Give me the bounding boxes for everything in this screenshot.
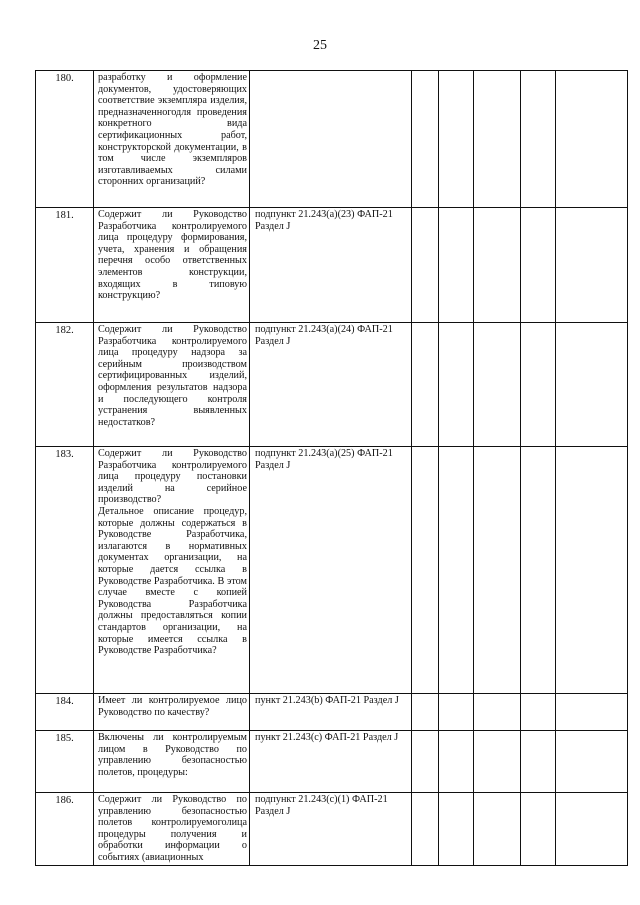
answer-na-cell [474, 447, 521, 694]
answer-extra-cell [521, 208, 556, 323]
row-number: 183. [36, 447, 94, 694]
reference-cell: подпункт 21.243(c)(1) ФАП-21 Раздел J [250, 793, 412, 866]
row-number: 184. [36, 694, 94, 731]
answer-no-cell [439, 731, 474, 793]
row-number: 186. [36, 793, 94, 866]
table-row [36, 731, 628, 793]
page-number: 25 [313, 38, 327, 53]
answer-yes-cell [412, 694, 439, 731]
answer-no-cell [439, 71, 474, 208]
reference-cell: пункт 21.243(b) ФАП-21 Раздел J [250, 694, 412, 731]
notes-cell [556, 323, 628, 447]
answer-na-cell [474, 694, 521, 731]
answer-yes-cell [412, 447, 439, 694]
question-text: Содержит ли Руководство Разработчика контролируемого лица процедуру постановки изделий на серийное производство? [98, 448, 247, 506]
question-cell: Содержит ли Руководство Разработчика контролируемого лица процедуру надзора за серийным производством сертифицированных изделий, оформления результатов надзора и последующего контроля устранения выявленных недостатков? [94, 323, 250, 447]
answer-extra-cell [521, 793, 556, 866]
question-cell: Включены ли контролируемым лицом в Руководство по управлению безопасностью полетов, процедуры: [94, 731, 250, 793]
answer-extra-cell [521, 694, 556, 731]
reference-cell: подпункт 21.243(a)(25) ФАП-21 Раздел J [250, 447, 412, 694]
row-number: 181. [36, 208, 94, 323]
notes-cell [556, 731, 628, 793]
answer-extra-cell [521, 447, 556, 694]
table-row [36, 447, 628, 694]
answer-na-cell [474, 71, 521, 208]
reference-cell [250, 71, 412, 208]
table-row [36, 694, 628, 731]
answer-no-cell [439, 208, 474, 323]
answer-na-cell [474, 731, 521, 793]
answer-no-cell [439, 793, 474, 866]
checklist-table [35, 70, 628, 866]
answer-no-cell [439, 447, 474, 694]
answer-yes-cell [412, 71, 439, 208]
answer-yes-cell [412, 731, 439, 793]
answer-extra-cell [521, 323, 556, 447]
table-row [36, 323, 628, 447]
notes-cell [556, 208, 628, 323]
question-note: Детальное описание процедур, которые должны содержаться в Руководстве Разработчика, излагаются в нормативных документах организации, на которые дается ссылка в Руководстве Разработчика. В этом случае вместе с копией Руководства Разработчика должны предоставляться копии стандартов организации, на которые имеется ссылка в Руководстве Разработчика? [98, 505, 247, 657]
row-number: 180. [36, 71, 94, 208]
answer-na-cell [474, 323, 521, 447]
answer-yes-cell [412, 793, 439, 866]
question-cell: Содержит ли Руководство по управлению безопасностью полетов контролируемоголица процедуры получения и обработки информации о событиях (авиационных [94, 793, 250, 866]
row-number: 182. [36, 323, 94, 447]
answer-na-cell [474, 208, 521, 323]
question-cell: Содержит ли Руководство Разработчика контролируемого лица процедуру формирования, учета, хранения и обращения перечня особо ответственных элементов конструкции, входящих в типовую конструкцию? [94, 208, 250, 323]
reference-cell: пункт 21.243(c) ФАП-21 Раздел J [250, 731, 412, 793]
table-row [36, 208, 628, 323]
answer-extra-cell [521, 71, 556, 208]
answer-no-cell [439, 323, 474, 447]
notes-cell [556, 793, 628, 866]
row-number: 185. [36, 731, 94, 793]
answer-yes-cell [412, 323, 439, 447]
notes-cell [556, 694, 628, 731]
answer-yes-cell [412, 208, 439, 323]
question-cell [94, 447, 250, 694]
question-cell: Имеет ли контролируемое лицо Руководство по качеству? [94, 694, 250, 731]
answer-na-cell [474, 793, 521, 866]
table-row [36, 793, 628, 866]
question-cell: разработку и оформление документов, удостоверяющих соответствие экземпляра изделия, предназначенногодля проведения конкретного вида сертификационных работ, конструкторской документации, в том числе экземпляров изготавливаемых силами сторонних организаций? [94, 71, 250, 208]
notes-cell [556, 447, 628, 694]
table-row [36, 71, 628, 208]
answer-extra-cell [521, 731, 556, 793]
reference-cell: подпункт 21.243(a)(24) ФАП-21 Раздел J [250, 323, 412, 447]
notes-cell [556, 71, 628, 208]
reference-cell: подпункт 21.243(a)(23) ФАП-21 Раздел J [250, 208, 412, 323]
answer-no-cell [439, 694, 474, 731]
